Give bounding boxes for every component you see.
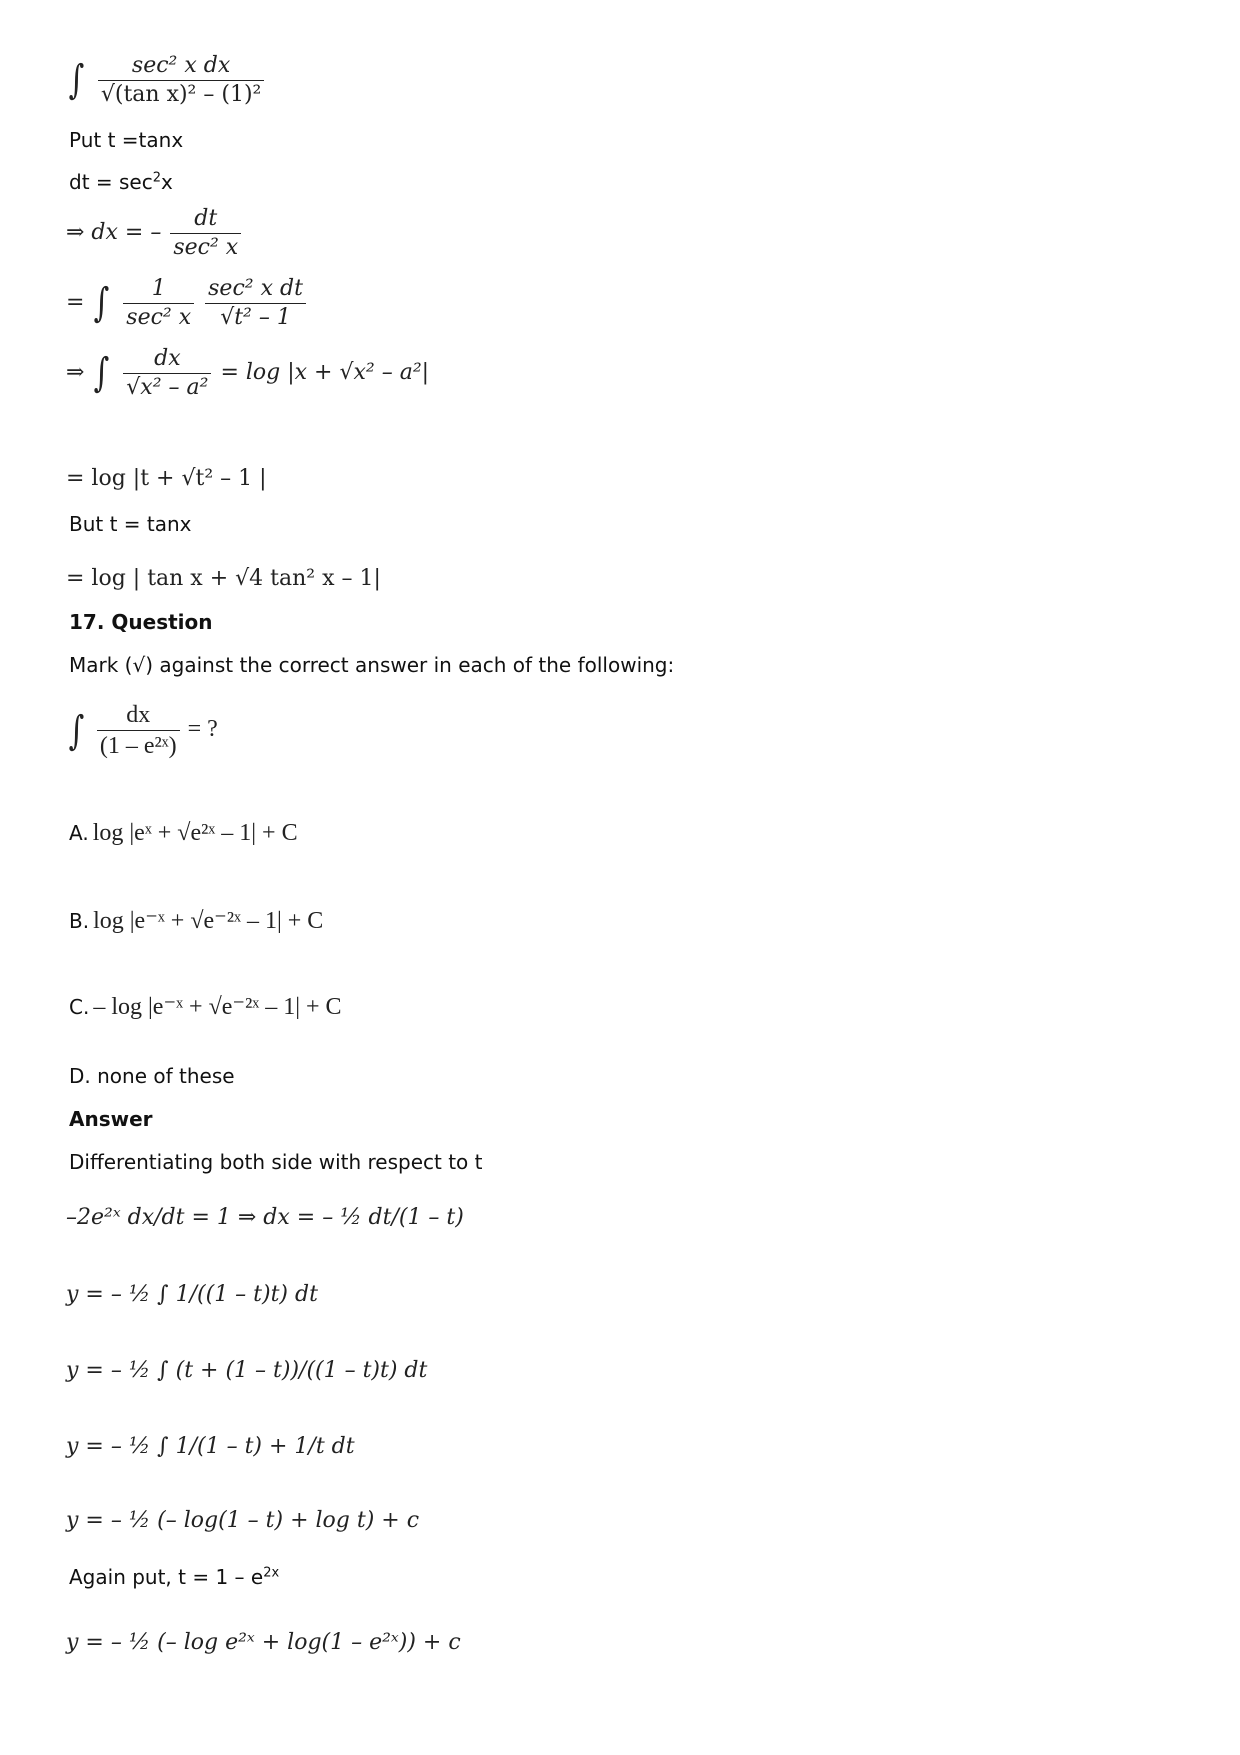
- fraction: [123, 345, 211, 401]
- exponent: 2: [152, 170, 162, 186]
- rhs: = log |x + √x² – a²|: [220, 360, 430, 385]
- denominator: sec² x: [126, 304, 192, 330]
- numerator: sec² x dx: [98, 52, 265, 81]
- lhs: ⇒ dx = –: [66, 220, 162, 245]
- lhs: =: [66, 290, 85, 315]
- log-tan-result: = log | tan x + √4 tan² x – 1|: [66, 566, 381, 591]
- integral-sign: ∫: [68, 57, 85, 103]
- integral-expression: [66, 52, 266, 108]
- solution-step-1: –2e²ˣ dx/dt = 1 ⇒ dx = – ½ dt/(1 – t): [66, 1205, 464, 1230]
- denominator: (1 – e²ˣ): [99, 733, 177, 759]
- numerator: 1: [123, 275, 194, 304]
- denominator: sec² x: [173, 234, 239, 260]
- standard-integral-formula: [66, 345, 429, 401]
- integral-sign: ∫: [94, 280, 110, 326]
- fraction: [98, 52, 265, 108]
- question-integral: [66, 700, 218, 761]
- dx-equation: [66, 205, 243, 261]
- dt-text: dt = sec: [69, 170, 153, 194]
- fraction: [123, 275, 194, 331]
- fraction: [205, 275, 306, 331]
- option-expression: log |eˣ + √e²ˣ – 1| + C: [92, 820, 298, 846]
- answer-heading: Answer: [69, 1107, 153, 1131]
- dt-line: [69, 170, 173, 194]
- again-put-line: [69, 1565, 279, 1589]
- solution-step-2: y = – ½ ∫ 1/((1 – t)t) dt: [66, 1282, 318, 1307]
- substitution-equation: [66, 275, 308, 331]
- but-t-line: But t = tanx: [69, 512, 192, 536]
- numerator: dx: [97, 700, 180, 731]
- implies: ⇒: [66, 360, 85, 385]
- option-label: B.: [69, 909, 90, 933]
- solution-step-6: y = – ½ (– log e²ˣ + log(1 – e²ˣ)) + c: [66, 1630, 461, 1655]
- solution-step-4: y = – ½ ∫ 1/(1 – t) + 1/t dt: [66, 1434, 355, 1459]
- fraction: [97, 700, 180, 761]
- rhs: = ?: [187, 716, 218, 743]
- option-label: C.: [69, 995, 90, 1019]
- numerator: dt: [170, 205, 241, 234]
- denominator: √x² – a²: [126, 374, 209, 400]
- integral-sign: ∫: [94, 350, 110, 396]
- denominator: √(tan x)² – (1)²: [100, 81, 262, 107]
- numerator: dx: [123, 345, 211, 374]
- exponent: 2x: [263, 1565, 280, 1581]
- question-instruction: Mark (√) against the correct answer in each of the following:: [69, 653, 675, 677]
- fraction: [170, 205, 241, 261]
- log-t-result: = log |t + √t² – 1 |: [66, 466, 267, 491]
- option-d[interactable]: D. none of these: [69, 1064, 235, 1088]
- put-t-line: Put t =tanx: [69, 128, 184, 152]
- option-expression: log |e⁻ˣ + √e⁻²ˣ – 1| + C: [93, 908, 324, 934]
- option-b[interactable]: [69, 906, 323, 935]
- differentiating-line: Differentiating both side with respect to t: [69, 1150, 483, 1174]
- option-expression: – log |e⁻ˣ + √e⁻²ˣ – 1| + C: [93, 994, 342, 1020]
- solution-step-5: y = – ½ (– log(1 – t) + log t) + c: [66, 1508, 420, 1533]
- option-a[interactable]: [69, 820, 298, 847]
- numerator: sec² x dt: [205, 275, 306, 304]
- solution-step-3: y = – ½ ∫ (t + (1 – t))/((1 – t)t) dt: [66, 1358, 428, 1383]
- again-put-text: Again put, t = 1 – e: [69, 1565, 264, 1589]
- integral-sign: ∫: [68, 707, 85, 754]
- dt-suffix: x: [161, 170, 173, 194]
- denominator: √t² – 1: [220, 304, 291, 330]
- option-label: A.: [69, 821, 89, 845]
- question-title: 17. Question: [69, 610, 213, 634]
- option-c[interactable]: [69, 992, 342, 1021]
